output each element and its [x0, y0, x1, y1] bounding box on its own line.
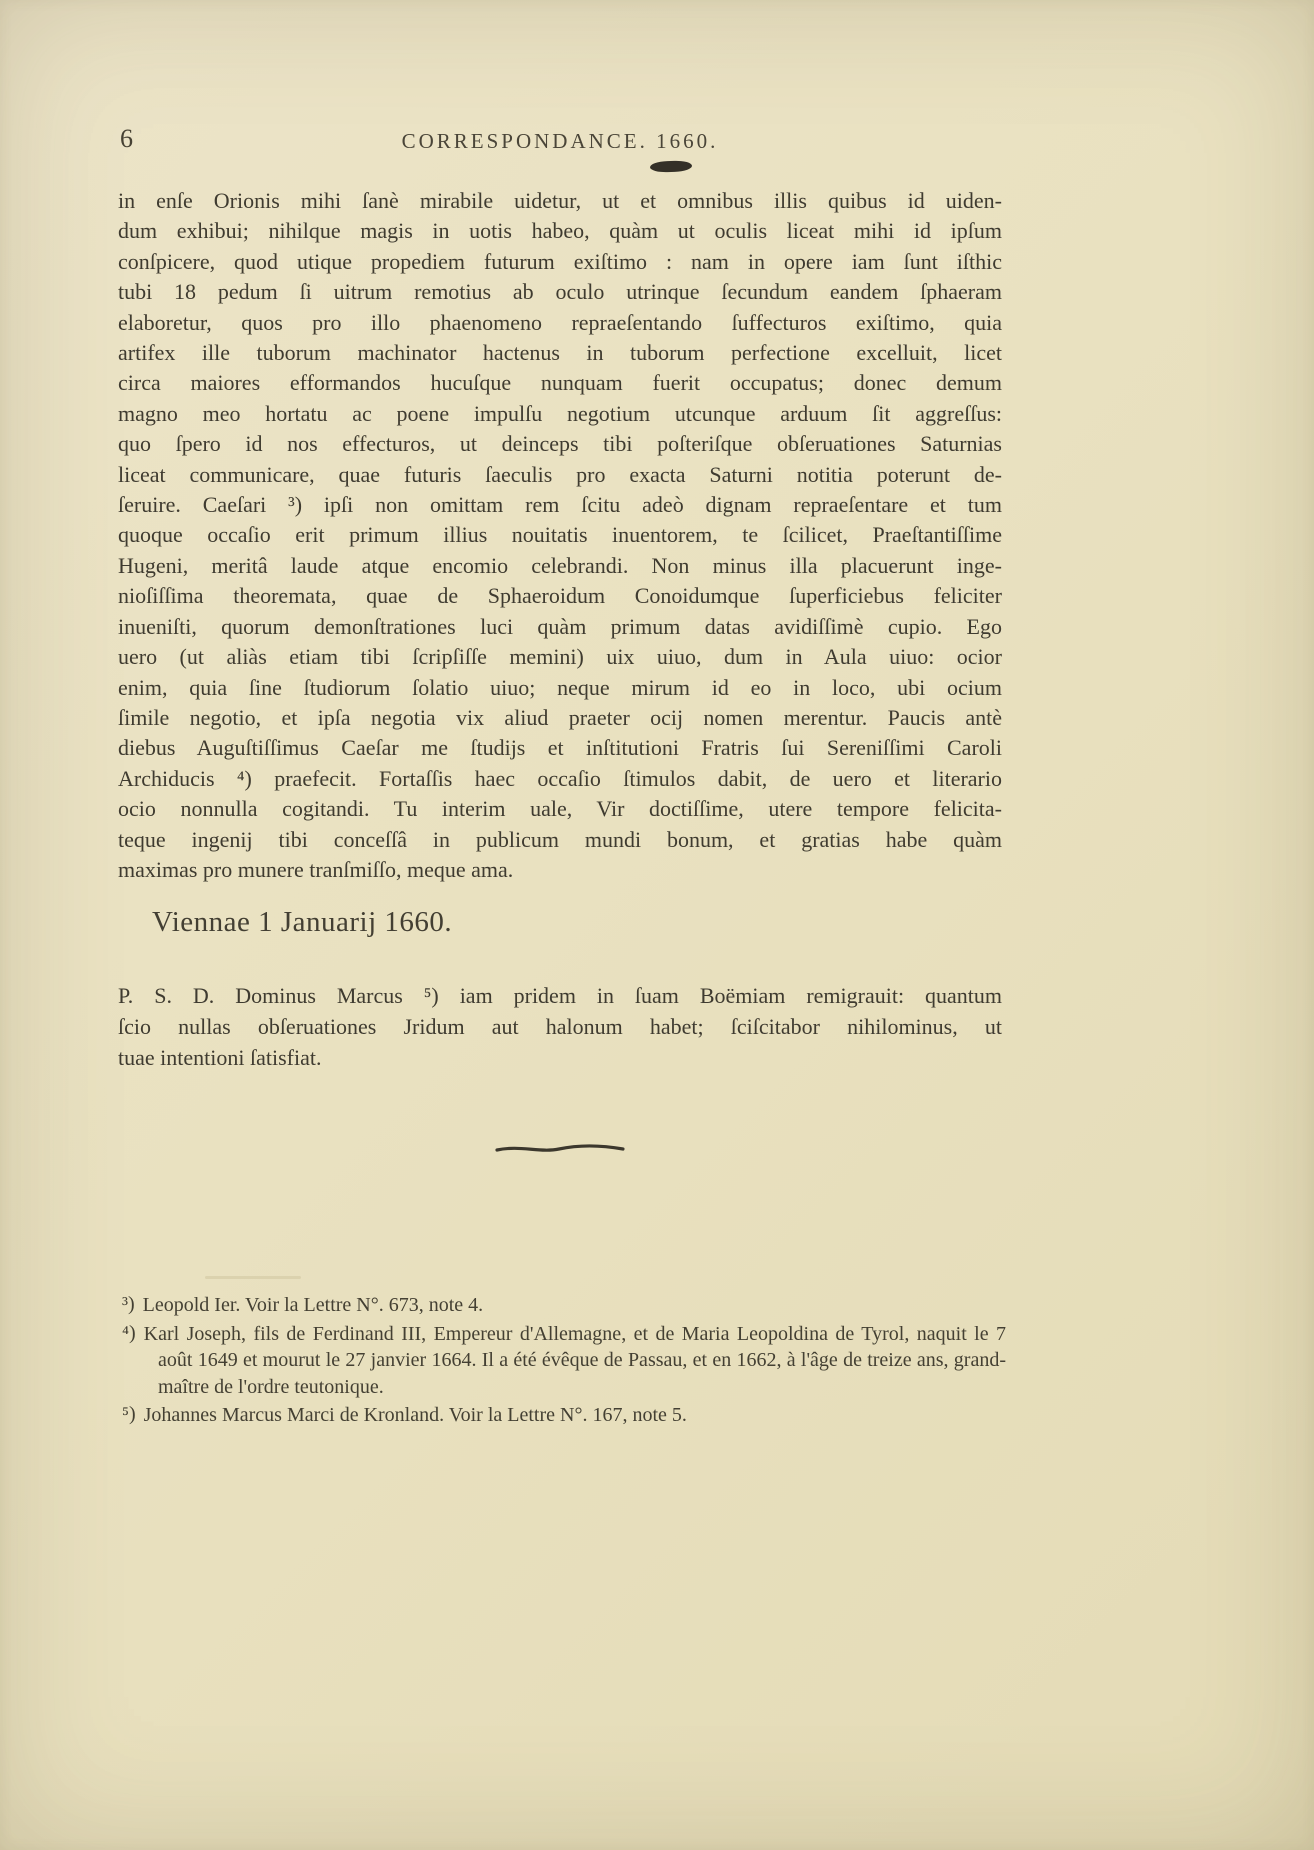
- text-line: enim, quia ſine ſtudiorum ſolatio uiuo; neque mirum id eo in loco, ubi ocium: [118, 674, 1002, 700]
- postscript: [118, 980, 1002, 1073]
- text-line: Archiducis ⁴) praefecit. Fortaſſis haec occaſio ſtimulos dabit, de uero et literario: [118, 765, 1002, 791]
- text-line: elaboretur, quos pro illo phaenomeno repraeſentando ſuffecturos exiſtimo, quia: [118, 309, 1002, 335]
- text-line: tubi 18 pedum ſi uitrum remotius ab oculo utrinque ſecundum eandem ſphaeram: [118, 279, 1002, 305]
- text-line: maximas pro munere tranſmiſſo, meque ama.: [118, 856, 514, 882]
- ink-smudge: [650, 160, 692, 172]
- page-number: 6: [120, 124, 133, 153]
- running-title: CORRESPONDANCE. 1660.: [401, 129, 719, 153]
- text-line: ſeruire. Caeſari ³) ipſi non omittam rem ſcitu adeò dignam repraeſentare et tum: [118, 492, 1002, 518]
- footnote-marker: ⁵): [122, 1403, 136, 1425]
- text-line: magno meo hortatu ac poene impulſu negotium utcunque arduum ſit aggreſſus:: [118, 400, 1002, 426]
- text-line: artifex ille tuborum machinator hactenus in tuborum perfectione excelluit, licet: [118, 340, 1002, 366]
- text-line: ocio nonnulla cogitandi. Tu interim uale, Vir doctiſſime, utere tempore felicita-: [118, 796, 1002, 822]
- text-line: dum exhibui; nihilque magis in uotis habeo, quàm ut oculis liceat mihi id ipſum: [118, 218, 1002, 244]
- text-line: quoque occaſio erit primum illius nouitatis inuentorem, te ſcilicet, Praeſtantiſſime: [118, 522, 1002, 548]
- footnote-text: Leopold Ier. Voir la Lettre N°. 673, note 4.: [142, 1294, 484, 1316]
- letter-body: [118, 186, 1002, 885]
- text-line: quo ſpero id nos effecturos, ut deinceps tibi poſteriſque obſeruationes Saturnias: [118, 431, 1002, 457]
- postscript-line: ſcio nullas obſeruationes Jridum aut halonum habet; ſciſcitabor nihilominus, ut: [118, 1014, 1002, 1039]
- text-line: teque ingenij tibi conceſſâ in publicum mundi bonum, et gratias habe quàm: [118, 826, 1002, 852]
- text-line: conſpicere, quod utique propediem futurum exiſtimo : nam in opere iam ſunt iſthic: [118, 248, 1002, 274]
- footnote: [122, 1402, 1006, 1429]
- text-line: uero (ut aliàs etiam tibi ſcripſiſſe memini) uix uiuo, dum in Aula uiuo: ocior: [118, 644, 1002, 670]
- footnote: [122, 1321, 1006, 1401]
- text-line: nioſiſſima theoremata, quae de Sphaeroidum Conoidumque ſuperficiebus feliciter: [118, 583, 1002, 609]
- footnotes: [122, 1292, 1006, 1431]
- footnote-separator: [205, 1276, 301, 1279]
- postscript-line: tuae intentioni ſatisfiat.: [118, 1045, 322, 1070]
- footnote-text: Johannes Marcus Marci de Kronland. Voir la Lettre N°. 167, note 5.: [143, 1404, 687, 1426]
- text-line: diebus Auguſtiſſimus Caeſar me ſtudijs et inſtitutioni Fratris ſui Sereniſſimi Caroli: [118, 735, 1002, 761]
- text-line: ſimile negotio, et ipſa negotia vix aliud praeter ocij nomen merentur. Paucis antè: [118, 704, 1002, 730]
- text-line: Hugeni, meritâ laude atque encomio celebrandi. Non minus illa placuerunt inge-: [118, 552, 1002, 578]
- footnote-marker: ⁴): [122, 1321, 136, 1344]
- text-line: liceat communicare, quae futuris ſaeculis pro exacta Saturni notitia poterunt de-: [118, 461, 1002, 487]
- divider-ornament-icon: [495, 1142, 625, 1156]
- divider-ornament: [118, 1142, 1002, 1161]
- text-line: in enſe Orionis mihi ſanè mirabile uidetur, ut et omnibus illis quibus id uiden-: [118, 188, 1002, 213]
- text-line: inueniſti, quorum demonſtrationes luci quàm primum datas avidiſſimè cupio. Ego: [118, 613, 1002, 639]
- footnote-marker: ³): [122, 1293, 135, 1315]
- footnote-text: Karl Joseph, fils de Ferdinand III, Empereur d'Allemagne, et de Maria Leopoldina de Tyrol, naquit le 7 août 1649 et mourut le 27 janvier 1664. Il a été évêque de Passau, et en 1662, à l'âge de treize ans, grand-maître de l'ordre teutonique.: [143, 1322, 1006, 1398]
- footnote: [122, 1292, 1006, 1319]
- dateline: Viennae 1 Januarij 1660.: [152, 906, 453, 938]
- text-line: circa maiores efformandos hucuſque nunquam fuerit occupatus; donec demum: [118, 370, 1002, 396]
- postscript-line: P. S. D. Dominus Marcus ⁵) iam pridem in ſuam Boëmiam remigrauit: quantum: [118, 983, 1002, 1008]
- page-header: [118, 124, 1002, 160]
